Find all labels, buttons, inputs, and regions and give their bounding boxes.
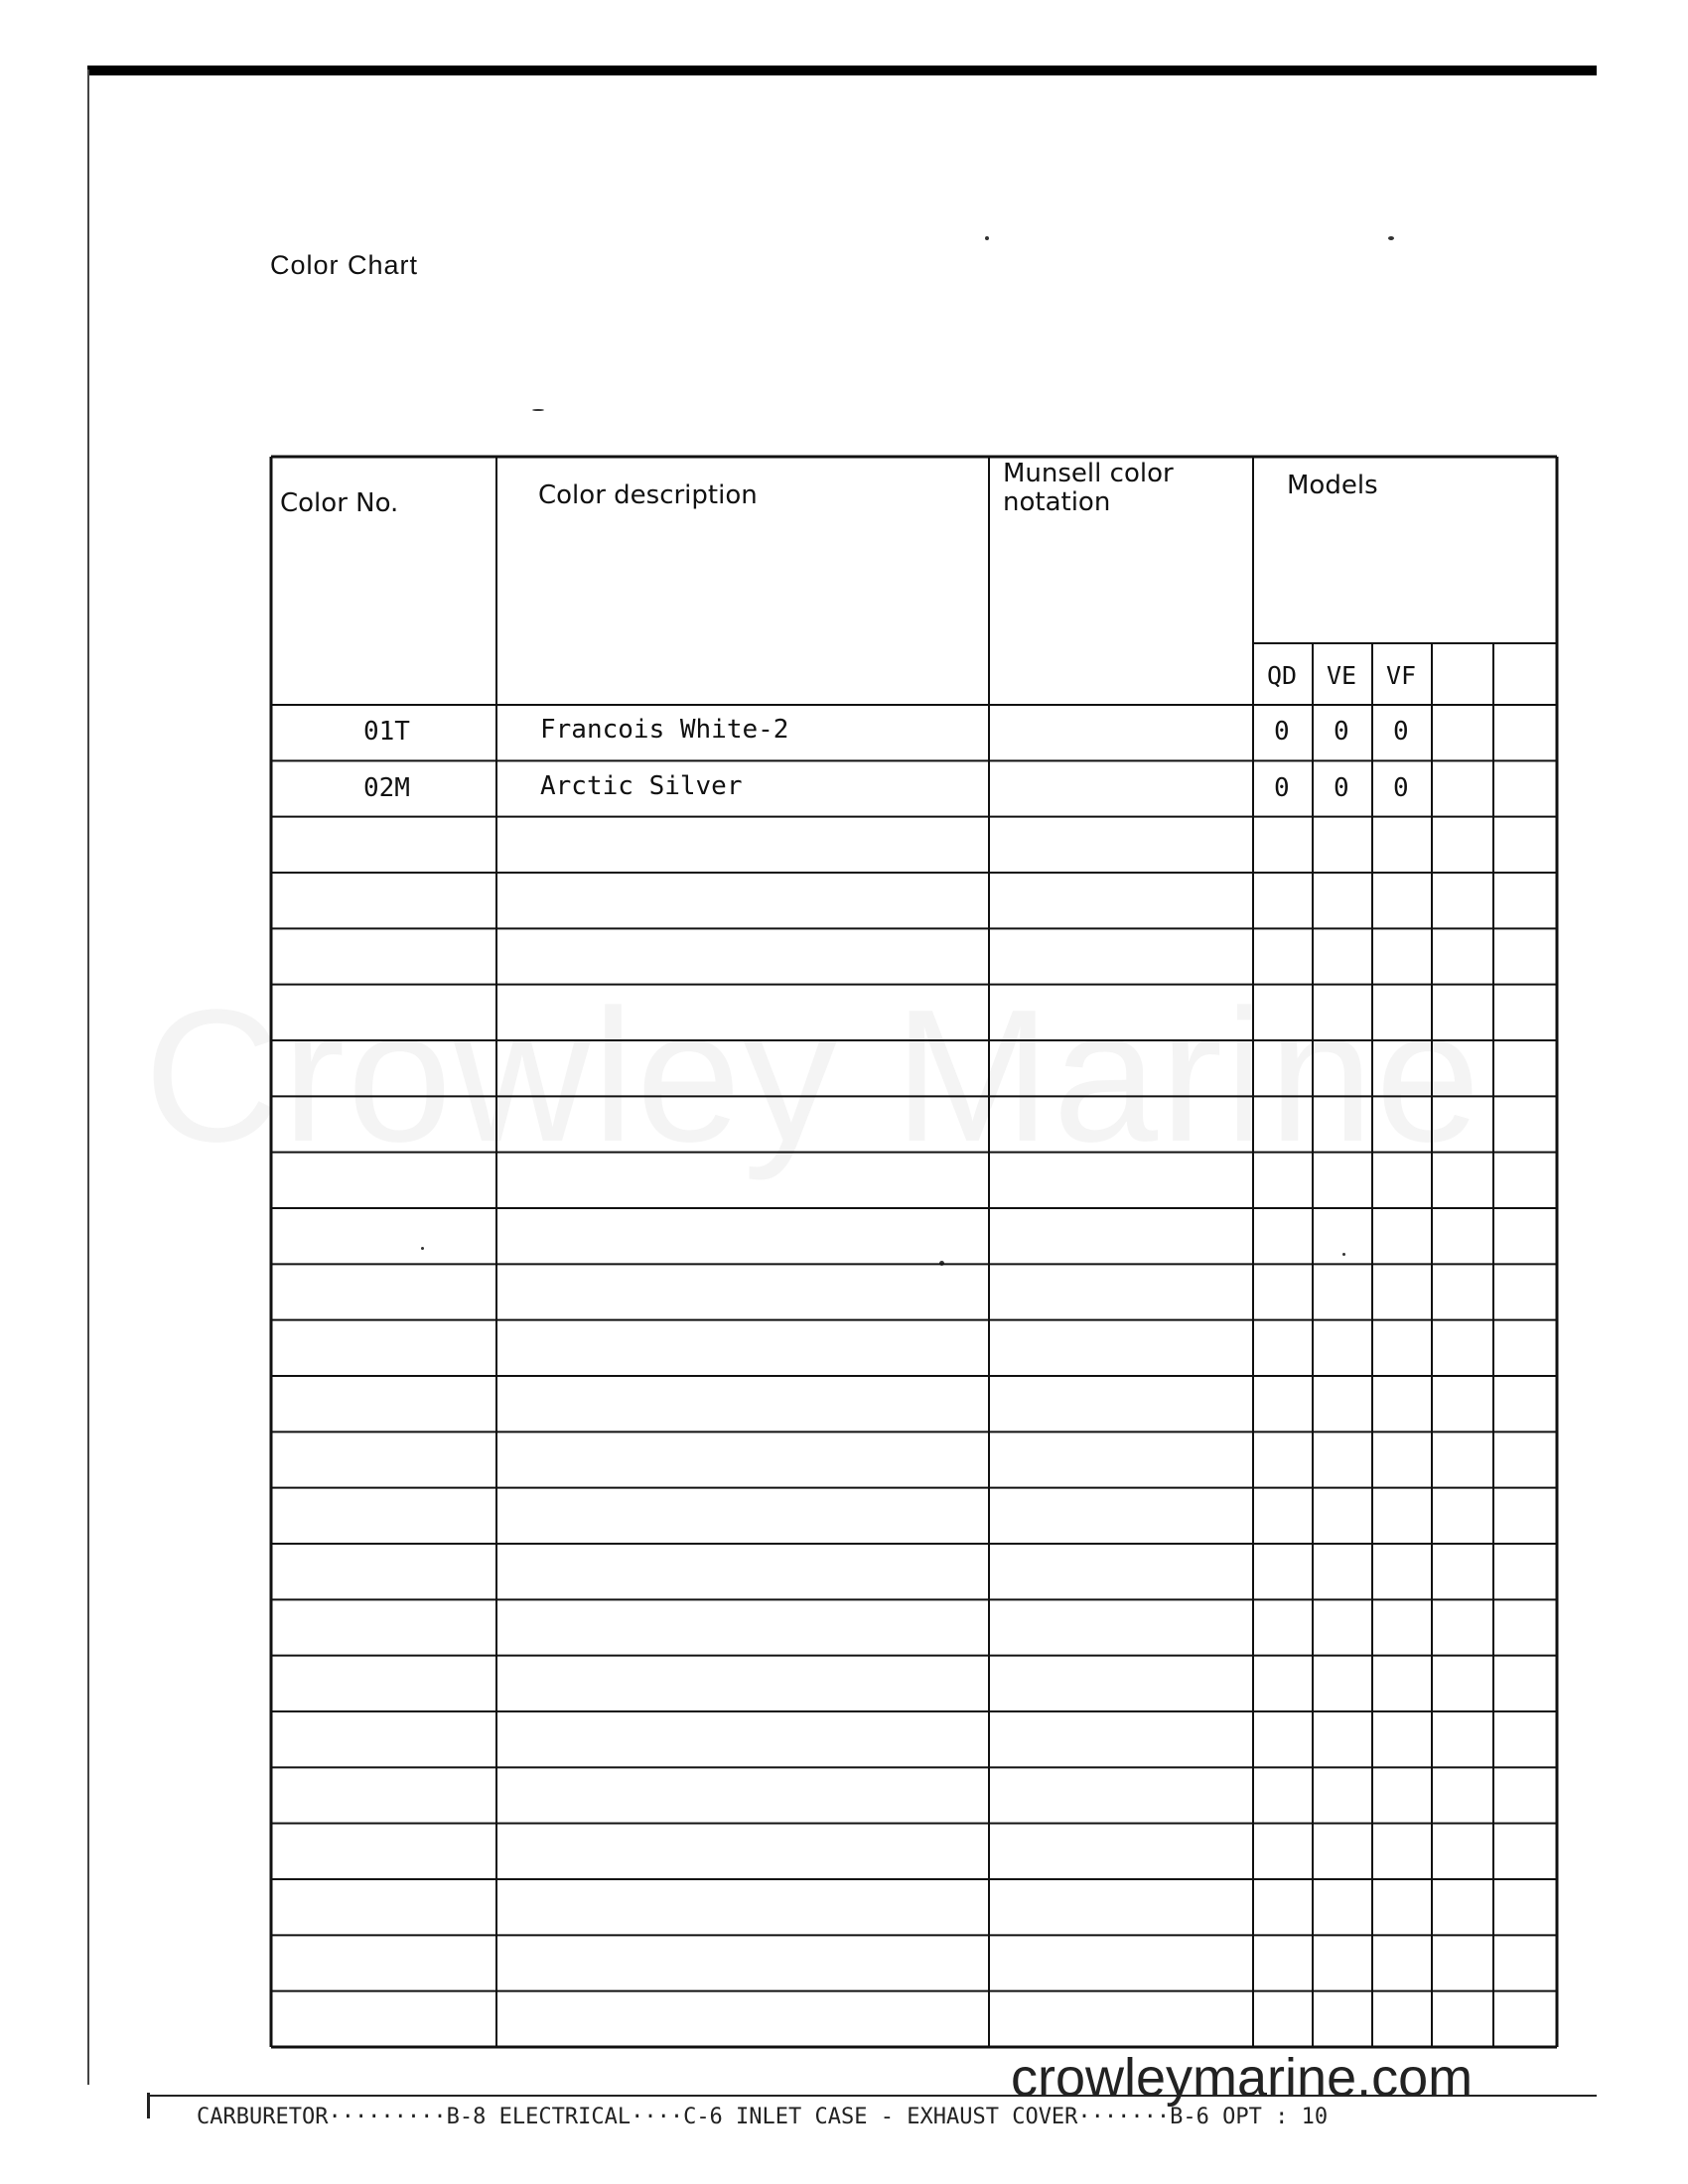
model-code-header: QD [1267, 661, 1298, 690]
header-munsell-notation: Munsell color notation [1003, 459, 1174, 517]
cell-model-mark: 0 [1393, 717, 1409, 748]
cell-color-description: Arctic Silver [540, 770, 743, 801]
cell-model-mark: 0 [1274, 717, 1290, 748]
footer-tick [147, 2093, 150, 2118]
cell-model-mark: 0 [1334, 717, 1349, 748]
cell-model-mark: 0 [1274, 772, 1290, 803]
cell-color-description: Francois White-2 [540, 715, 789, 746]
header-color-description: Color description [538, 480, 758, 510]
model-code-header: VE [1327, 661, 1357, 690]
cell-color-no: 02M [363, 772, 410, 803]
header-models: Models [1287, 471, 1378, 500]
page-title: Color Chart [270, 250, 419, 280]
site-mark: crowleymarine.com [1011, 2048, 1474, 2108]
cell-model-mark: 0 [1393, 772, 1409, 803]
model-code-header: VF [1386, 661, 1417, 690]
cell-model-mark: 0 [1334, 772, 1349, 803]
footer-index: CARBURETOR·········B-8 ELECTRICAL····C-6 INLET CASE - EXHAUST COVER·······B-6 OPT : 10 [197, 2105, 1329, 2129]
header-color-no: Color No. [280, 488, 399, 518]
cell-color-no: 01T [363, 717, 410, 748]
